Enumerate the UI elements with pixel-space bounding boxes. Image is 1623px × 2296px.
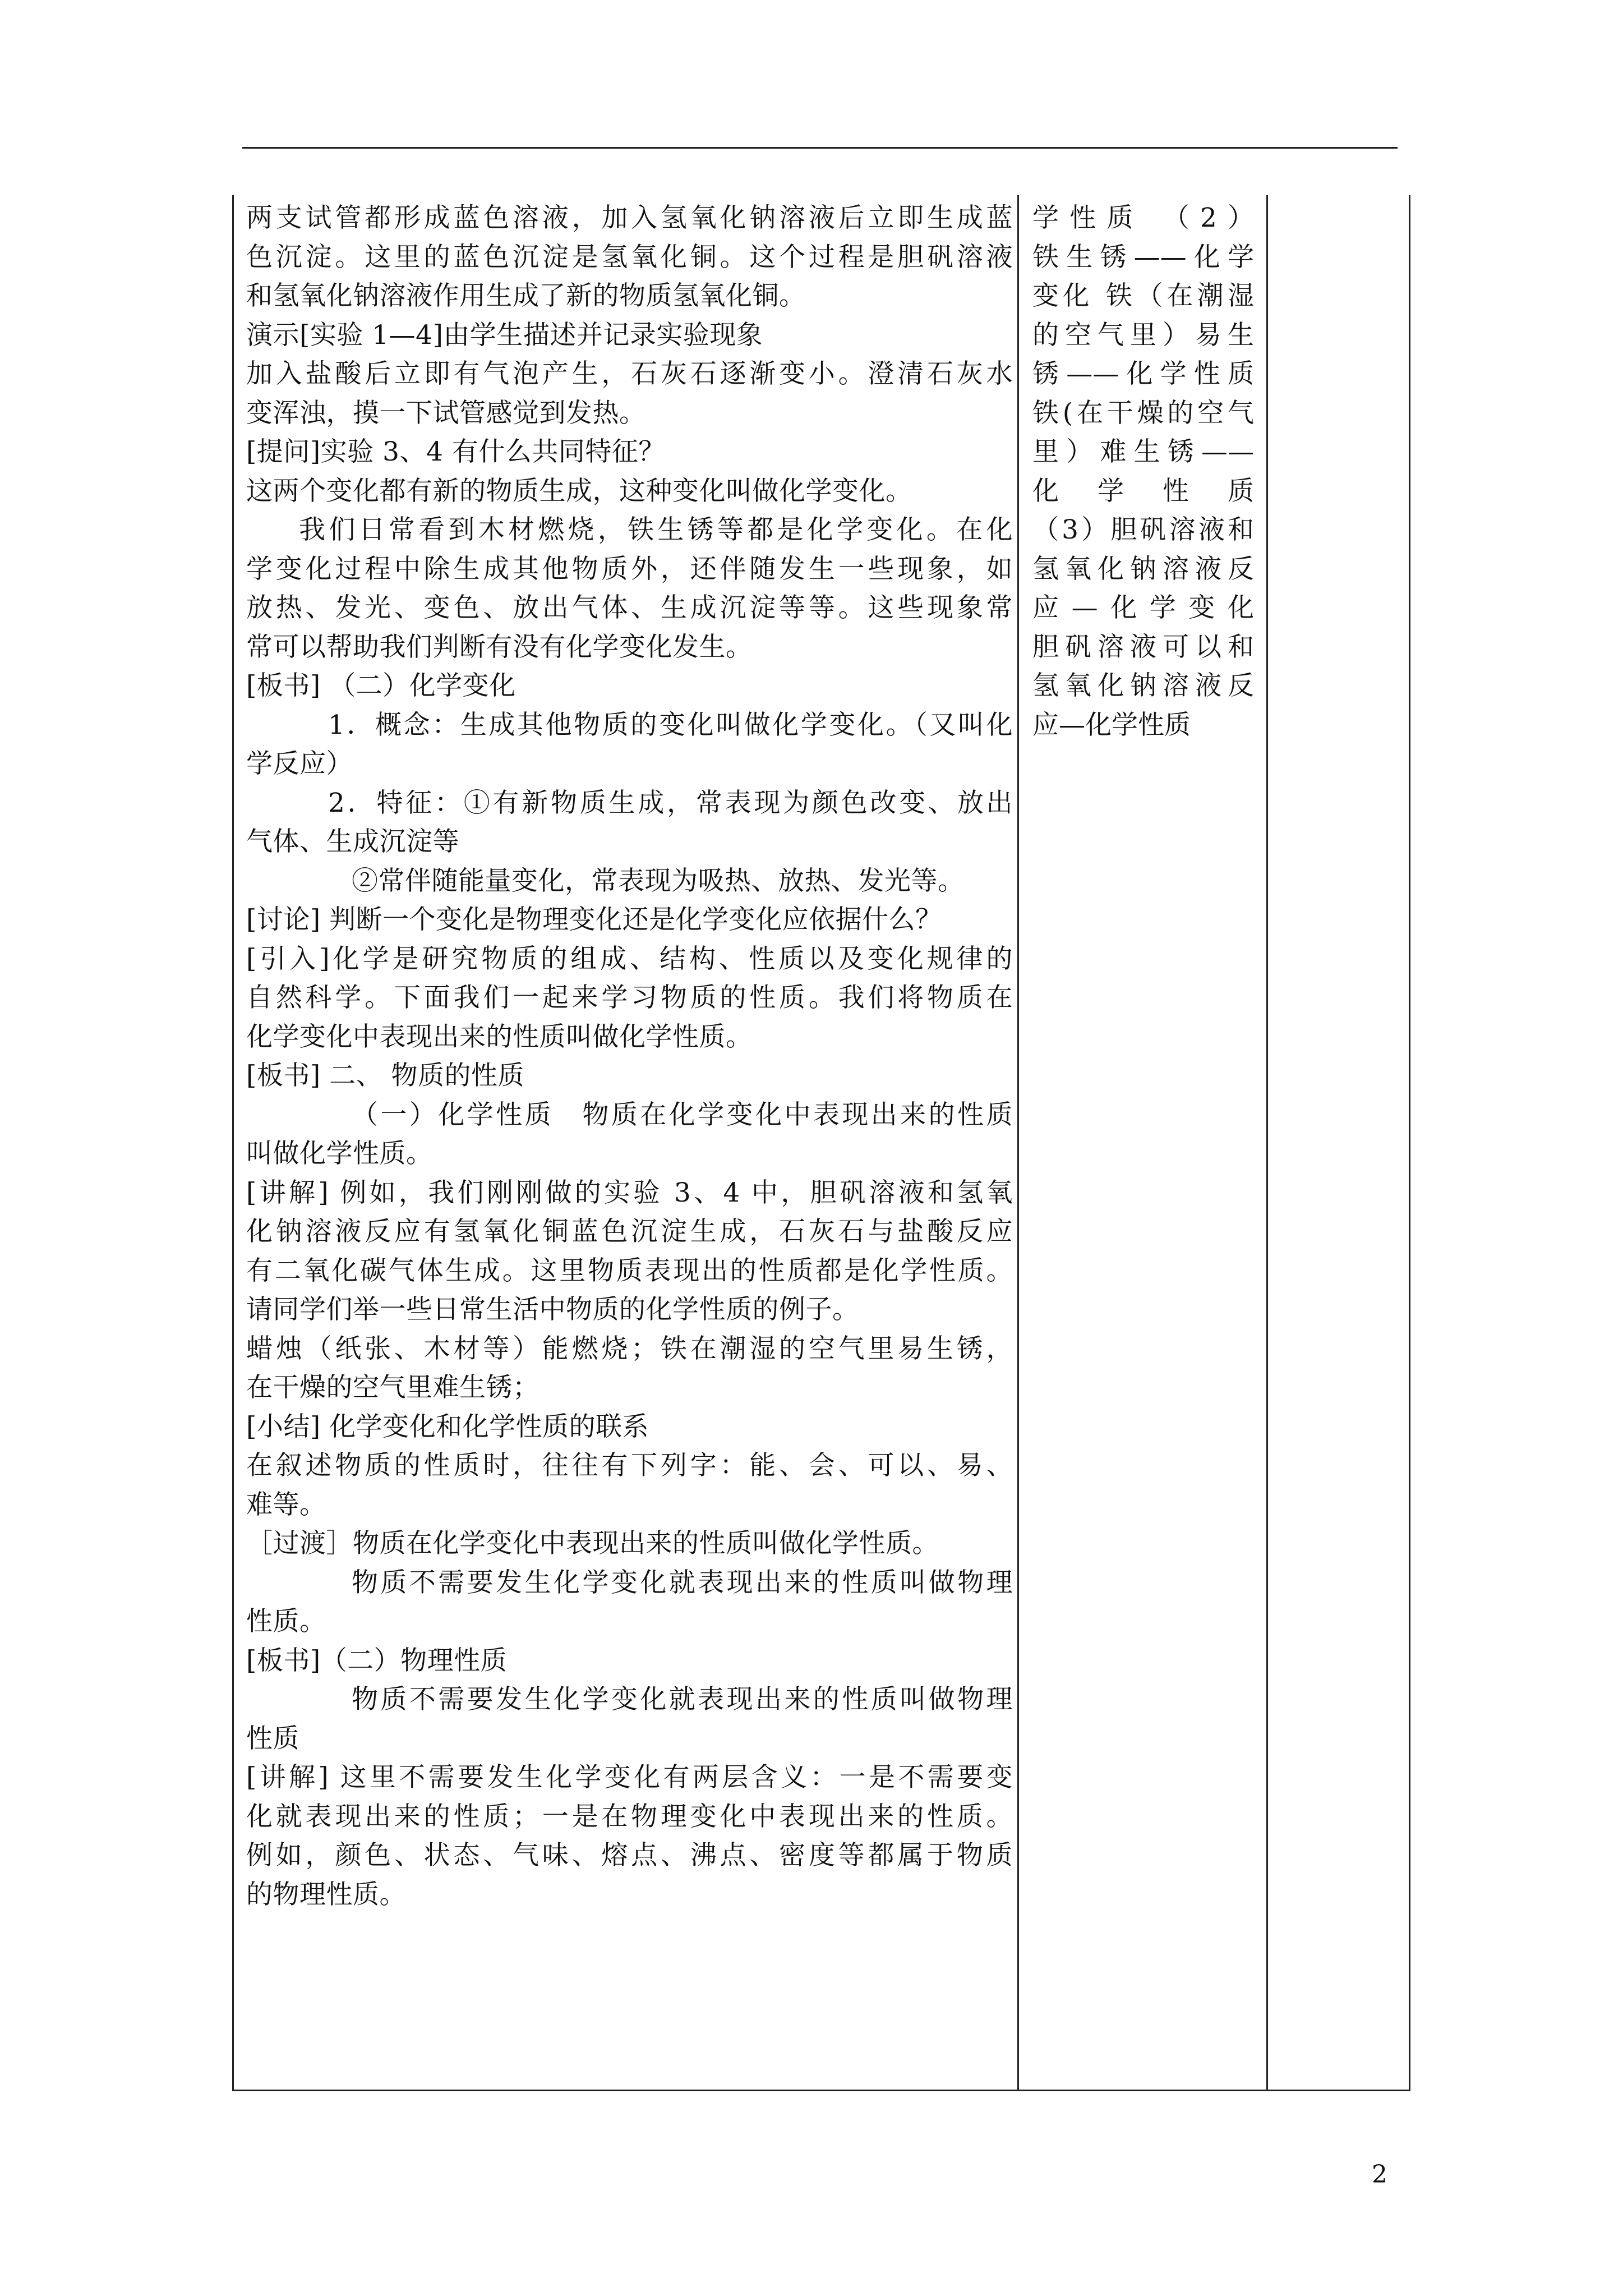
text-line: 的物理性质。 <box>246 1879 406 1910</box>
side-text-line: 氢氧化钠溶液反 <box>1032 553 1254 585</box>
text-line: 变浑浊，摸一下试管感觉到发热。 <box>246 397 646 429</box>
text-line: 化学变化中表现出来的性质叫做化学性质。 <box>246 1021 753 1052</box>
side-text-line: 胆矾溶液可以和 <box>1032 631 1254 662</box>
text-line: 放热、发光、变色、放出气体、生成沉淀等等。这些现象常 <box>246 592 1013 623</box>
text-line: （一）化学性质 物质在化学变化中表现出来的性质 <box>352 1099 1013 1130</box>
text-line: 我们日常看到木材燃烧，铁生锈等都是化学变化。在化 <box>299 514 1013 545</box>
text-line: ［过渡］物质在化学变化中表现出来的性质叫做化学性质。 <box>246 1528 939 1559</box>
text-line: 性质。 <box>246 1606 326 1637</box>
main-content-cell <box>233 195 1018 2091</box>
text-line: 叫做化学性质。 <box>246 1138 433 1169</box>
text-line: [讲解] 例如，我们刚刚做的实验 3、4 中，胆矾溶液和氢氧 <box>246 1177 1013 1208</box>
side-text-line: （3）胆矾溶液和 <box>1032 514 1254 545</box>
empty-notes-cell <box>1267 195 1410 2091</box>
text-line: 例如，颜色、状态、气味、熔点、沸点、密度等都属于物质 <box>246 1840 1013 1871</box>
text-line: 常可以帮助我们判断有没有化学变化发生。 <box>246 631 753 662</box>
text-line: 请同学们举一些日常生活中物质的化学性质的例子。 <box>246 1294 859 1325</box>
text-line: 学反应） <box>246 748 353 779</box>
text-line: 物质不需要发生化学变化就表现出来的性质叫做物理 <box>352 1684 1013 1715</box>
text-line: 化就表现出来的性质；一是在物理变化中表现出来的性质。 <box>246 1801 1013 1832</box>
text-line: 有二氧化碳气体生成。这里物质表现出的性质都是化学性质。 <box>246 1255 1013 1286</box>
text-line: [引入]化学是研究物质的组成、结构、性质以及变化规律的 <box>246 943 1013 974</box>
side-text-line: 学性质 （2） <box>1032 203 1254 233</box>
side-text-line: 变化 铁（在潮湿 <box>1032 280 1254 311</box>
text-line: [讨论] 判断一个变化是物理变化还是化学变化应依据什么？ <box>246 904 942 935</box>
side-text-line: 应—化学性质 <box>1032 709 1191 740</box>
text-line: [小结] 化学变化和化学性质的联系 <box>246 1411 649 1442</box>
text-line: 2．特征：①有新物质生成，常表现为颜色改变、放出 <box>328 787 1013 818</box>
text-line: 性质 <box>246 1723 299 1754</box>
text-line: 和氢氧化钠溶液作用生成了新的物质氢氧化铜。 <box>246 280 806 311</box>
side-text-line: 铁(在干燥的空气 <box>1032 397 1254 429</box>
text-line: [板书] 二、 物质的性质 <box>246 1060 525 1091</box>
page-number: 2 <box>1372 2160 1387 2189</box>
text-line: 自然科学。下面我们一起来学习物质的性质。我们将物质在 <box>246 982 1013 1013</box>
text-line: 色沉淀。这里的蓝色沉淀是氢氧化铜。这个过程是胆矾溶液 <box>246 241 1013 273</box>
text-line: 在叙述物质的性质时，往往有下列字：能、会、可以、易、 <box>246 1450 1013 1481</box>
text-line: 这两个变化都有新的物质生成，这种变化叫做化学变化。 <box>246 475 912 507</box>
text-line: 难等。 <box>246 1489 326 1520</box>
text-line: 气体、生成沉淀等 <box>246 826 459 857</box>
text-line: 两支试管都形成蓝色溶液，加入氢氧化钠溶液后立即生成蓝 <box>246 203 1013 233</box>
text-line: [讲解] 这里不需要发生化学变化有两层含义：一是不需要变 <box>246 1762 1013 1793</box>
side-text-line: 的空气里）易生 <box>1032 319 1254 351</box>
text-line: 演示[实验 1—4]由学生描述并记录实验现象 <box>246 319 763 351</box>
text-line: 在干燥的空气里难生锈； <box>246 1372 540 1403</box>
header-rule <box>242 147 1398 149</box>
table-row <box>233 195 1410 2091</box>
lesson-table <box>232 195 1410 2091</box>
side-text-line: 锈——化学性质 <box>1032 358 1254 389</box>
text-line: [提问]实验 3、4 有什么共同特征？ <box>246 436 665 467</box>
side-text-line: 里）难生锈—— <box>1032 436 1254 467</box>
text-line: 物质不需要发生化学变化就表现出来的性质叫做物理 <box>352 1567 1013 1598</box>
text-line: 学变化过程中除生成其他物质外，还伴随发生一些现象，如 <box>246 553 1013 585</box>
side-text-line: 化 学 性 质 <box>1032 475 1254 507</box>
text-line: 1．概念：生成其他物质的变化叫做化学变化。（又叫化 <box>328 709 1013 740</box>
text-line: 蜡烛（纸张、木材等）能燃烧；铁在潮湿的空气里易生锈， <box>246 1333 1013 1364</box>
side-text-line: 氢氧化钠溶液反 <box>1032 670 1254 701</box>
side-text-line: 应—化学变化 <box>1032 592 1254 623</box>
text-line: [板书] （二）化学变化 <box>246 670 516 701</box>
text-line: ②常伴随能量变化，常表现为吸热、放热、发光等。 <box>352 865 965 896</box>
text-line: [板书]（二）物理性质 <box>246 1645 508 1676</box>
side-text-line: 铁生锈——化学 <box>1032 241 1254 273</box>
text-line: 化钠溶液反应有氢氧化铜蓝色沉淀生成，石灰石与盐酸反应 <box>246 1216 1013 1247</box>
board-notes-cell <box>1018 195 1267 2091</box>
text-line: 加入盐酸后立即有气泡产生，石灰石逐渐变小。澄清石灰水 <box>246 358 1013 389</box>
